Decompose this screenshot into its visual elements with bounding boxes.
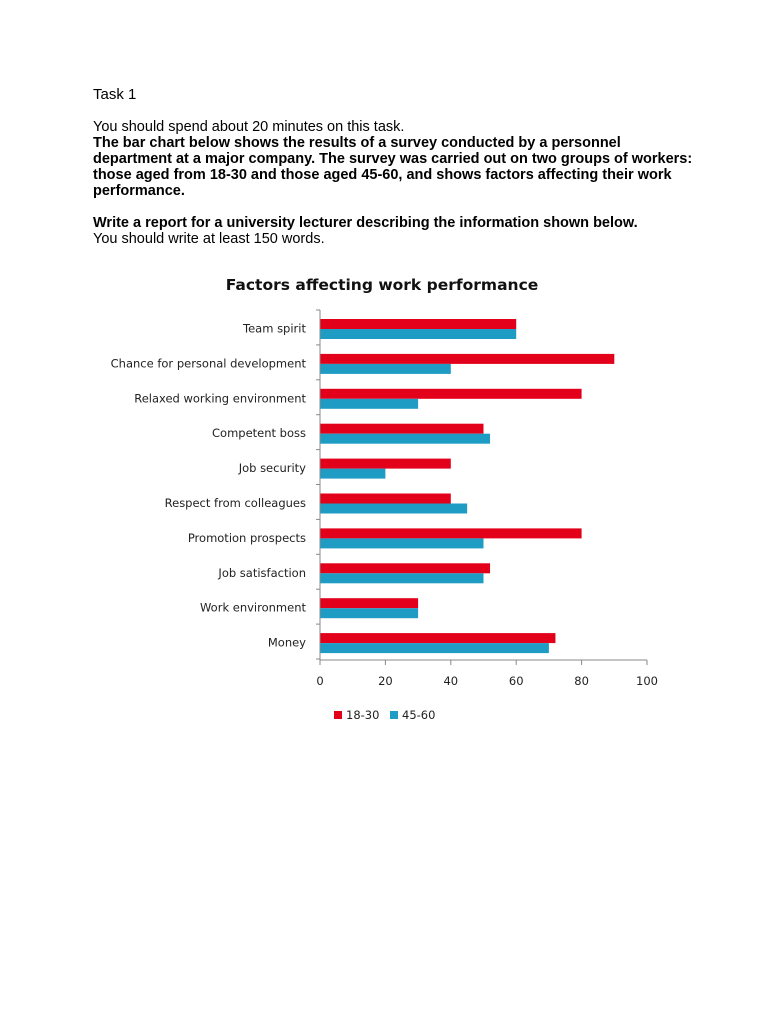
bar-18-30-7: [320, 563, 490, 573]
x-tick-label: 40: [443, 674, 459, 688]
bar-45-60-6: [320, 538, 484, 548]
x-tick-label: 60: [508, 674, 524, 688]
bar-45-60-2: [320, 399, 418, 409]
legend-label: 18-30: [346, 708, 380, 722]
category-label: Job satisfaction: [218, 565, 306, 580]
bar-18-30-0: [320, 319, 516, 329]
bar-18-30-3: [320, 424, 484, 434]
chart-title: Factors affecting work performance: [225, 276, 539, 294]
category-label: Relaxed working environment: [134, 391, 306, 406]
bar-45-60-8: [320, 608, 418, 618]
x-tick-label: 100: [636, 674, 658, 688]
report-instruction: Write a report for a university lecturer describing the information shown below.: [93, 215, 638, 231]
category-label: Respect from colleagues: [164, 496, 306, 510]
bar-45-60-1: [320, 364, 451, 374]
legend-swatch-18-30: [334, 711, 342, 719]
time-instruction: You should spend about 20 minutes on this task.: [93, 119, 405, 135]
category-label: Work environment: [199, 600, 306, 615]
word-count-instruction: You should write at least 150 words.: [93, 231, 325, 247]
category-label: Job security: [238, 461, 306, 476]
task-title: Task 1: [93, 86, 137, 103]
bar-45-60-4: [320, 469, 385, 479]
legend-label: 45-60: [402, 708, 436, 722]
bar-18-30-9: [320, 633, 555, 643]
bar-45-60-3: [320, 434, 490, 444]
x-tick-label: 80: [574, 674, 589, 688]
category-label: Team spirit: [243, 321, 306, 336]
x-tick-label: 20: [378, 674, 393, 688]
bar-chart: [0, 260, 768, 740]
bar-18-30-6: [320, 528, 582, 538]
chart-description: The bar chart below shows the results of a survey conducted by a personnel department at a major company. The survey was carried out on two groups of workers: those aged from 18-30 and those aged 45-60, and shows factors affecting their work performance.: [93, 135, 693, 199]
category-label: Competent boss: [212, 426, 306, 441]
bar-18-30-8: [320, 598, 418, 608]
bar-45-60-0: [320, 329, 516, 339]
bars-layer: [320, 319, 614, 653]
bar-45-60-7: [320, 573, 484, 583]
task-instructions: [93, 119, 693, 247]
category-label: Promotion prospects: [187, 530, 306, 545]
legend-swatch-45-60: [390, 711, 398, 719]
bar-18-30-1: [320, 354, 614, 364]
x-tick-label: 0: [316, 674, 324, 688]
bar-45-60-9: [320, 643, 549, 653]
legend: [334, 708, 435, 722]
bar-18-30-4: [320, 459, 451, 469]
category-label: Money: [267, 635, 306, 650]
category-label: Chance for personal development: [110, 356, 306, 371]
bar-18-30-5: [320, 494, 451, 504]
bar-45-60-5: [320, 504, 467, 514]
bar-18-30-2: [320, 389, 582, 399]
category-labels: [111, 322, 307, 650]
